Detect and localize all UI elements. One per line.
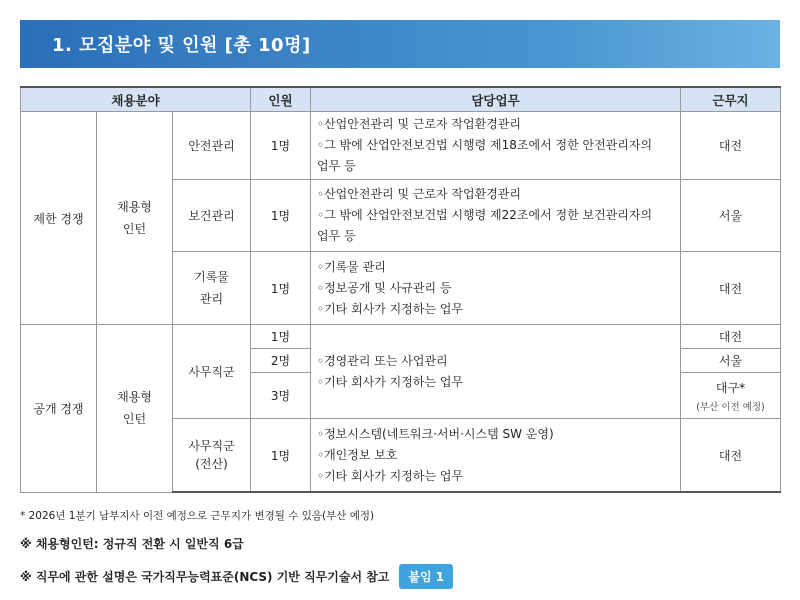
header-duty: 담당업무 (311, 87, 681, 112)
field-cell: 기록물 관리 (173, 252, 251, 325)
duty-line: 업무 등 (317, 159, 356, 173)
count-cell: 1명 (251, 180, 311, 252)
duty-line: ◦정보시스템(네트워크·서버·시스템 SW 운영) (317, 426, 554, 441)
duty-line: 업무 등 (317, 229, 356, 243)
location-cell: 대전 (681, 325, 781, 349)
count-cell: 1명 (251, 325, 311, 349)
duty-line: ◦개인정보 보호 (317, 447, 398, 462)
duty-cell (311, 180, 681, 252)
location-cell: 대전 (681, 252, 781, 325)
count-cell: 1명 (251, 252, 311, 325)
section-title: 1. 모집분야 및 인원 [총 10명] (52, 35, 311, 56)
location-cell: 대전 (681, 112, 781, 180)
table-row (21, 112, 781, 180)
location-cell (681, 373, 781, 419)
location-note: (부산 이전 예정) (696, 401, 765, 413)
location-cell: 대전 (681, 419, 781, 493)
location-cell: 서울 (681, 349, 781, 373)
duty-line: ◦산업안전관리 및 근로자 작업환경관리 (317, 117, 521, 131)
count-cell: 2명 (251, 349, 311, 373)
field-cell: 사무직군 (173, 325, 251, 419)
duty-cell (311, 252, 681, 325)
table-row (21, 325, 781, 349)
type-cell: 채용형 인턴 (97, 325, 173, 493)
header-count: 인원 (251, 87, 311, 112)
ncs-note (20, 564, 453, 589)
competition-cell: 제한 경쟁 (21, 112, 97, 325)
header-location: 근무지 (681, 87, 781, 112)
recruitment-table (20, 86, 781, 493)
duty-line: ◦기타 회사가 지정하는 업무 (317, 374, 464, 389)
intern-note: ※ 채용형인턴: 정규직 전환 시 일반직 6급 (20, 537, 244, 551)
attachment-button[interactable]: 붙임 1 (399, 564, 453, 589)
field-cell: 사무직군 (전산) (173, 419, 251, 493)
duty-line: ◦경영관리 또는 사업관리 (317, 353, 448, 368)
header-field: 채용분야 (21, 87, 251, 112)
table-header-row (21, 87, 781, 112)
competition-cell: 공개 경쟁 (21, 325, 97, 493)
location-text: 대구* (715, 380, 746, 395)
duty-line: ◦기타 회사가 지정하는 업무 (317, 301, 464, 316)
relocation-note: * 2026년 1분기 남부지사 이전 예정으로 근무지가 변경될 수 있음(부산 예정) (20, 510, 375, 522)
field-cell: 보건관리 (173, 180, 251, 252)
duty-line: ◦그 밖에 산업안전보건법 시행령 제22조에서 정한 보건관리자의 (317, 208, 653, 222)
count-cell: 1명 (251, 112, 311, 180)
location-cell: 서울 (681, 180, 781, 252)
field-cell: 안전관리 (173, 112, 251, 180)
count-cell: 3명 (251, 373, 311, 419)
duty-cell (311, 112, 681, 180)
duty-line: ◦그 밖에 산업안전보건법 시행령 제18조에서 정한 안전관리자의 (317, 138, 653, 152)
ncs-note-text: ※ 직무에 관한 설명은 국가직무능력표준(NCS) 기반 직무기술서 참고 (20, 570, 390, 584)
duty-cell (311, 419, 681, 493)
duty-cell (311, 325, 681, 419)
duty-line: ◦산업안전관리 및 근로자 작업환경관리 (317, 187, 521, 201)
count-cell: 1명 (251, 419, 311, 493)
duty-line: ◦기록물 관리 (317, 259, 386, 274)
notes-section (20, 508, 453, 589)
section-header (20, 20, 780, 68)
duty-line: ◦정보공개 및 사규관리 등 (317, 280, 452, 295)
type-cell: 채용형 인턴 (97, 112, 173, 325)
duty-line: ◦기타 회사가 지정하는 업무 (317, 468, 464, 483)
